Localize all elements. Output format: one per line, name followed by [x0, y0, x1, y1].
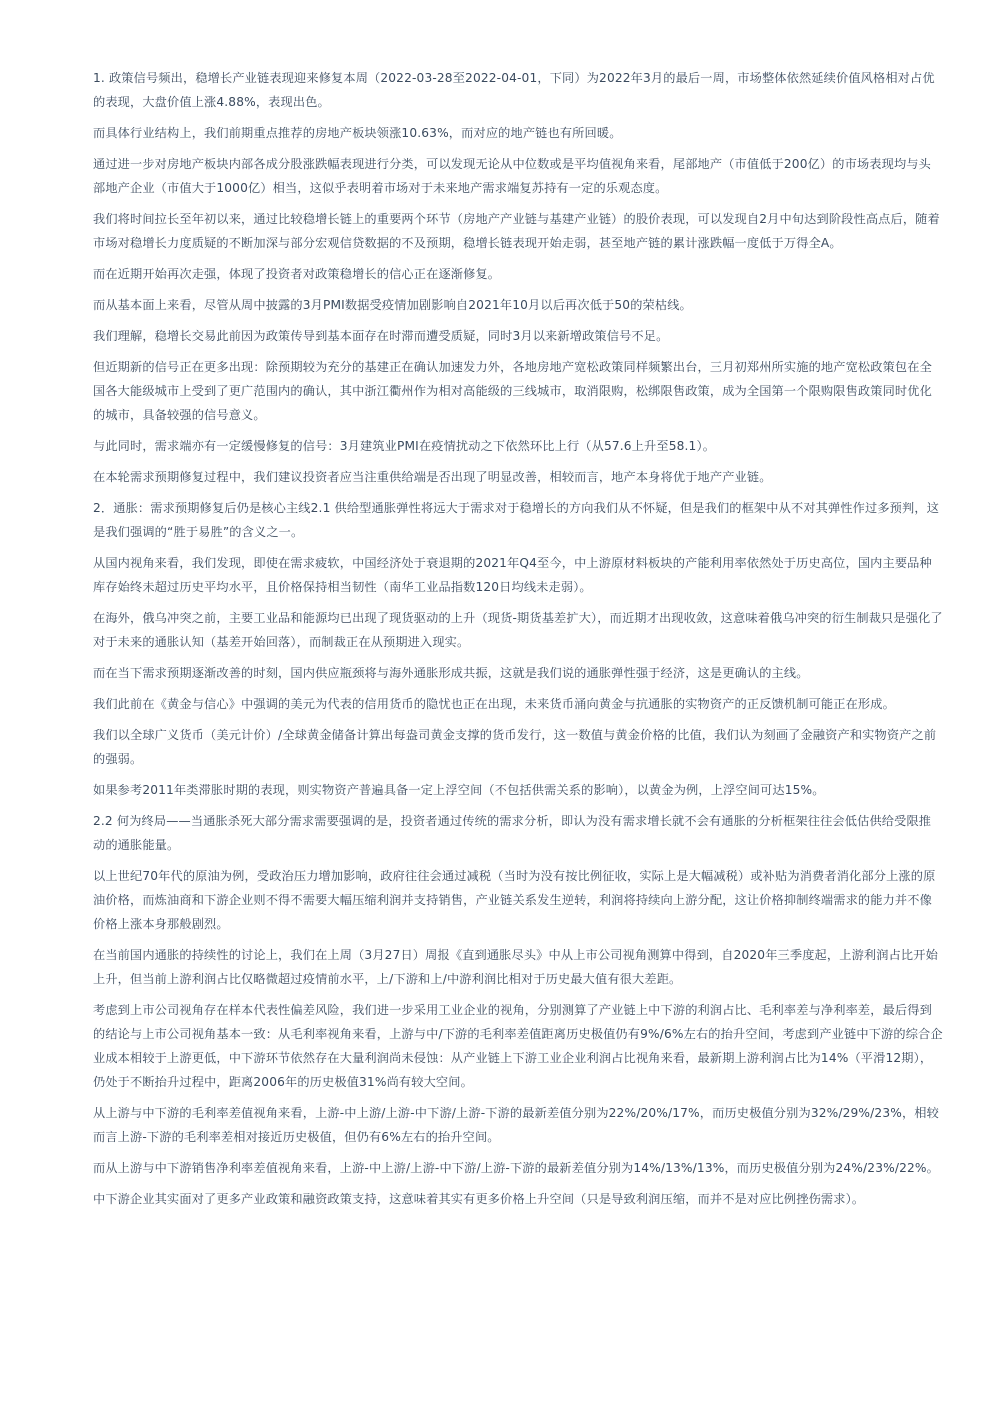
paragraph-13: 在海外，俄乌冲突之前，主要工业品和能源均已出现了现货驱动的上升（现货-期货基差扩大），而近期才出现收敛，这意味着俄乌冲突的衍生制裁只是强化了对于未来的通胀认知（基差开始回落），而制裁正在从预期进入现实。 [93, 611, 943, 649]
paragraph-24: 中下游企业其实面对了更多产业政策和融资政策支持，这意味着其实有更多价格上升空间（只是导致利润压缩，而并不是对应比例挫伤需求）。 [93, 1192, 865, 1206]
paragraph-5: 而在近期开始再次走强，体现了投资者对政策稳增长的信心正在逐渐修复。 [93, 267, 501, 281]
paragraph-8: 但近期新的信号正在更多出现：除预期较为充分的基建正在确认加速发力外，各地房地产宽松政策同样频繁出台，三月初郑州所实施的地产宽松政策包在全国各大能级城市上受到了更广范围内的确认，其中浙江衢州作为相对高能级的三线城市，取消限购，松绑限售政策，成为全国第一个限购限售政策同时优化的城市，具备较强的信号意义。 [93, 360, 932, 422]
paragraph-9: 与此同时，需求端亦有一定缓慢修复的信号：3月建筑业PMI在疫情扰动之下依然环比上行（从57.6上升至58.1）。 [93, 439, 716, 453]
paragraph-3: 通过进一步对房地产板块内部各成分股涨跌幅表现进行分类，可以发现无论从中位数或是平均值视角来看，尾部地产（市值低于200亿）的市场表现均与头部地产企业（市值大于1000亿）相当，这似乎表明着市场对于未来地产需求端复苏持有一定的乐观态度。 [93, 157, 931, 195]
paragraph-6: 而从基本面上来看，尽管从周中披露的3月PMI数据受疫情加剧影响自2021年10月以后再次低于50的荣枯线。 [93, 298, 692, 312]
paragraph-21: 考虑到上市公司视角存在样本代表性偏差风险，我们进一步采用工业企业的视角，分别测算了产业链上中下游的利润占比、毛利率差与净利率差，最后得到的结论与上市公司视角基本一致：从毛利率视角来看，上游与中/下游的毛利率差值距离历史极值仍有9%/6%左右的抬升空间，考虑到产业链中下游的综合企业成本相较于上游更低，中下游环节依然存在大量利润尚未侵蚀：从产业链上下游工业企业利润占比视角来看，最新期上游利润占比为14%（平滑12期），仍处于不断抬升过程中，距离2006年的历史极值31%尚有较大空间。 [93, 1003, 943, 1089]
paragraph-4: 我们将时间拉长至年初以来，通过比较稳增长链上的重要两个环节（房地产产业链与基建产业链）的股价表现，可以发现自2月中旬达到阶段性高点后，随着市场对稳增长力度质疑的不断加深与部分宏观信贷数据的不及预期，稳增长链表现开始走弱，甚至地产链的累计涨跌幅一度低于万得全A。 [93, 212, 940, 250]
paragraph-20: 在当前国内通胀的持续性的讨论上，我们在上周（3月27日）周报《直到通胀尽头》中从上市公司视角测算中得到，自2020年三季度起，上游利润占比开始上升，但当前上游利润占比仅略微超过疫情前水平，上/下游和上/中游利润比相对于历史最大值有很大差距。 [93, 948, 938, 986]
paragraph-2: 而具体行业结构上，我们前期重点推荐的房地产板块领涨10.63%，而对应的地产链也有所回暖。 [93, 126, 622, 140]
paragraph-1: 1. 政策信号频出，稳增长产业链表现迎来修复本周（2022-03-28至2022-04-01，下同）为2022年3月的最后一周，市场整体依然延续价值风格相对占优的表现，大盘价值上涨4.88%，表现出色。 [93, 71, 935, 109]
paragraph-14: 而在当下需求预期逐渐改善的时刻，国内供应瓶颈将与海外通胀形成共振，这就是我们说的通胀弹性强于经济，这是更确认的主线。 [93, 666, 809, 680]
paragraph-18: 2.2 何为终局——当通胀杀死大部分需求需要强调的是，投资者通过传统的需求分析，即认为没有需求增长就不会有通胀的分析框架往往会低估供给受限推动的通胀能量。 [93, 814, 932, 852]
paragraph-17: 如果参考2011年类滞胀时期的表现，则实物资产普遍具备一定上浮空间（不包括供需关系的影响），以黄金为例，上浮空间可达15%。 [93, 783, 825, 797]
paragraph-22: 从上游与中下游的毛利率差值视角来看，上游-中上游/上游-中下游/上游-下游的最新差值分别为22%/20%/17%，而历史极值分别为32%/29%/23%，相较而言上游-下游的毛利率差相对接近历史极值，但仍有6%左右的抬升空间。 [93, 1106, 939, 1144]
paragraph-12: 从国内视角来看，我们发现，即使在需求疲软，中国经济处于衰退期的2021年Q4至今，中上游原材料板块的产能利用率依然处于历史高位，国内主要品种库存始终未超过历史平均水平，且价格保持相当韧性（南华工业品指数120日均线未走弱）。 [93, 556, 932, 594]
paragraph-15: 我们此前在《黄金与信心》中强调的美元为代表的信用货币的隐忧也正在出现，未来货币涌向黄金与抗通胀的实物资产的正反馈机制可能正在形成。 [93, 697, 895, 711]
paragraph-16: 我们以全球广义货币（美元计价）/全球黄金储备计算出每盎司黄金支撑的货币发行，这一数值与黄金价格的比值，我们认为刻画了金融资产和实物资产之前的强弱。 [93, 728, 937, 766]
paragraph-10: 在本轮需求预期修复过程中，我们建议投资者应当注重供给端是否出现了明显改善，相较而言，地产本身将优于地产产业链。 [93, 470, 772, 484]
paragraph-19: 以上世纪70年代的原油为例，受政治压力增加影响，政府往往会通过减税（当时为没有按比例征收，实际上是大幅减税）或补贴为消费者消化部分上涨的原油价格，而炼油商和下游企业则不得不需要大幅压缩利润并支持销售，产业链关系发生逆转，利润将持续向上游分配，这让价格抑制终端需求的能力并不像价格上涨本身那般剧烈。 [93, 869, 936, 931]
paragraph-7: 我们理解，稳增长交易此前因为政策传导到基本面存在时滞而遭受质疑，同时3月以来新增政策信号不足。 [93, 329, 669, 343]
document-body [93, 66, 943, 1218]
paragraph-23: 而从上游与中下游销售净利率差值视角来看，上游-中上游/上游-中下游/上游-下游的最新差值分别为14%/13%/13%，而历史极值分别为24%/23%/22%。 [93, 1161, 939, 1175]
paragraph-11: 2．通胀：需求预期修复后仍是核心主线2.1 供给型通胀弹性将远大于需求对于稳增长的方向我们从不怀疑，但是我们的框架中从不对其弹性作过多预判，这是我们强调的“胜于易胜”的含义之一。 [93, 501, 940, 539]
